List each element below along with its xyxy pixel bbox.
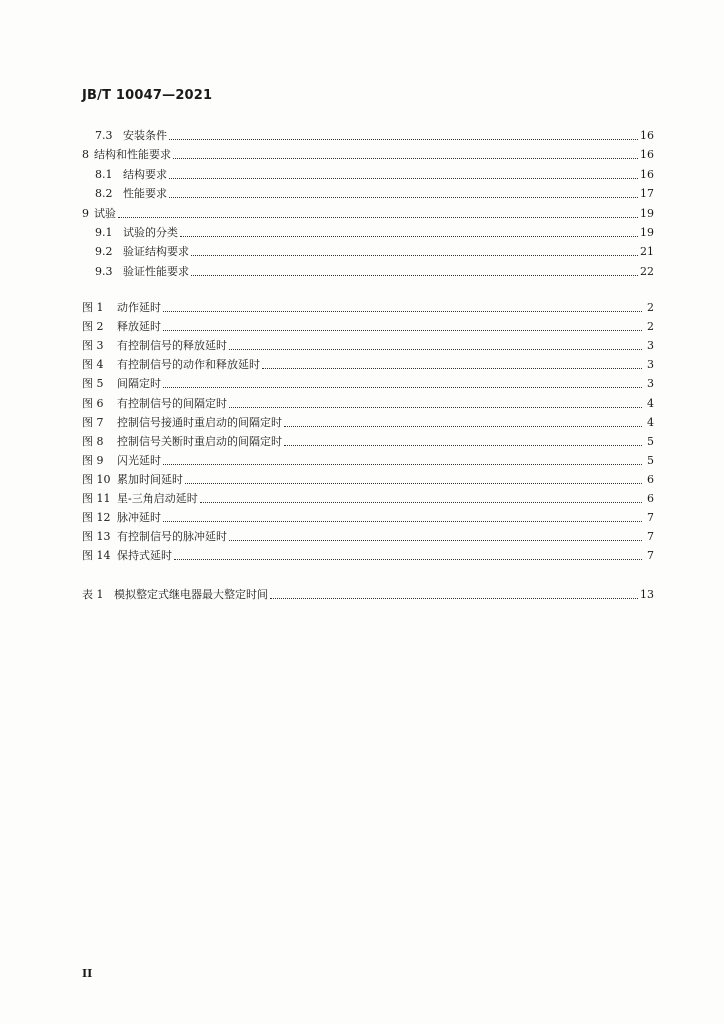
toc-entry-page: 3 [647, 377, 654, 391]
toc-entry[interactable] [82, 393, 654, 411]
toc-entry-number: 9.1 [95, 226, 113, 239]
toc-entry-title: 控制信号接通时重启动的间隔定时 [117, 415, 282, 429]
toc-entry-number: 7.3 [95, 129, 113, 142]
document-header: JB/T 10047—2021 [82, 88, 213, 103]
toc-entry-title: 结构要求 [123, 167, 167, 181]
dot-leader [200, 502, 642, 503]
toc-entry-title: 安装条件 [123, 129, 167, 142]
toc-entry-number: 8.1 [95, 167, 113, 181]
toc-entry-title: 有控制信号的动作和释放延时 [117, 358, 260, 372]
toc-entry-title: 闪光延时 [117, 453, 161, 467]
toc-entry-title: 保持式延时 [117, 549, 172, 563]
toc-entry-number: 图 7 [82, 415, 104, 429]
toc-entry-page: 22 [640, 264, 654, 278]
toc-entry[interactable] [82, 584, 654, 602]
toc-entry[interactable] [95, 125, 654, 143]
dot-leader [262, 368, 642, 369]
toc-entry-title: 动作延时 [117, 301, 161, 314]
toc-entry[interactable] [82, 431, 654, 449]
dot-leader [191, 255, 638, 256]
toc-entry-page: 2 [647, 320, 654, 334]
dot-leader [163, 387, 642, 388]
toc-entry-title: 有控制信号的脉冲延时 [117, 530, 227, 544]
toc-entry[interactable] [82, 545, 654, 563]
toc-entry[interactable] [82, 354, 654, 372]
dot-leader [163, 311, 642, 312]
toc-entry[interactable] [82, 203, 654, 221]
toc-entry[interactable] [82, 488, 654, 506]
dot-leader [163, 521, 642, 522]
toc-entry-page: 3 [647, 358, 654, 372]
dot-leader [229, 540, 642, 541]
toc-entry-page: 13 [640, 588, 654, 601]
toc-entry-page: 16 [640, 167, 654, 181]
toc-entry-title: 有控制信号的间隔定时 [117, 396, 227, 410]
toc-entry-page: 7 [647, 549, 654, 563]
toc-entry-number: 图 13 [82, 530, 111, 544]
page-number: II [82, 967, 93, 980]
toc-entry-page: 4 [647, 415, 654, 429]
toc-entry[interactable] [82, 335, 654, 353]
toc-entry-title: 试验的分类 [123, 226, 178, 239]
toc-entry-number: 图 3 [82, 339, 104, 353]
toc-entry-number: 8.2 [95, 187, 113, 201]
toc-entry-number: 图 8 [82, 434, 104, 448]
toc-entry-number: 图 2 [82, 320, 104, 334]
toc-entry-number: 图 10 [82, 472, 111, 486]
toc-entry-page: 19 [640, 226, 654, 239]
toc-entry-title: 星-三角启动延时 [117, 492, 198, 505]
dot-leader [169, 197, 638, 198]
toc-entry-title: 模拟整定式继电器最大整定时间 [114, 588, 268, 601]
toc-entry-number: 图 6 [82, 396, 104, 410]
toc-entry-number: 9.3 [95, 264, 113, 278]
toc-entry[interactable] [95, 261, 654, 279]
toc-entry-number: 图 9 [82, 453, 104, 467]
toc-entry-number: 图 14 [82, 549, 111, 563]
dot-leader [191, 275, 638, 276]
toc-entry-title: 验证结构要求 [123, 245, 189, 259]
dot-leader [270, 598, 638, 599]
dot-leader [174, 559, 642, 560]
toc-entry[interactable] [82, 316, 654, 334]
toc-entry-title: 间隔定时 [117, 377, 161, 391]
toc-entry-number: 图 1 [82, 301, 104, 314]
toc-entry[interactable] [95, 241, 654, 259]
toc-entry-page: 5 [647, 434, 654, 448]
toc-entry-page: 16 [640, 129, 654, 142]
toc-entry-number: 表 1 [82, 588, 104, 601]
toc-entry-number: 图 11 [82, 492, 111, 505]
toc-entry-page: 7 [647, 530, 654, 544]
toc-entry-number: 图 4 [82, 358, 104, 372]
dot-leader [118, 217, 638, 218]
toc-entry-page: 5 [647, 453, 654, 467]
dot-leader [185, 483, 642, 484]
toc-entry-title: 性能要求 [123, 187, 167, 201]
toc-entry-page: 4 [647, 396, 654, 410]
dot-leader [169, 178, 638, 179]
toc-entry-page: 6 [647, 472, 654, 486]
toc-entry-page: 3 [647, 339, 654, 353]
toc-entry[interactable] [82, 144, 654, 162]
toc-entry-page: 7 [647, 511, 654, 525]
toc-entry[interactable] [82, 507, 654, 525]
dot-leader [284, 426, 642, 427]
toc-entry-page: 21 [640, 245, 654, 259]
toc-entry[interactable] [82, 526, 654, 544]
toc-entry-title: 控制信号关断时重启动的间隔定时 [117, 434, 282, 448]
toc-entry[interactable] [82, 450, 654, 468]
toc-entry[interactable] [82, 297, 654, 315]
toc-entry-page: 17 [640, 187, 654, 201]
dot-leader [169, 139, 638, 140]
dot-leader [173, 158, 638, 159]
toc-entry-number: 图 5 [82, 377, 104, 391]
toc-entry-title: 释放延时 [117, 320, 161, 334]
dot-leader [163, 464, 642, 465]
dot-leader [229, 349, 642, 350]
toc-entry-number: 图 12 [82, 511, 111, 525]
toc-entry[interactable] [95, 222, 654, 240]
dot-leader [163, 330, 642, 331]
dot-leader [180, 236, 638, 237]
toc-entry-page: 2 [647, 301, 654, 314]
toc-entry-page: 19 [640, 206, 654, 220]
toc-entry[interactable] [95, 164, 654, 182]
toc-entry-number: 9 [82, 206, 89, 220]
dot-leader [284, 445, 642, 446]
toc-entry[interactable] [82, 469, 654, 487]
toc-entry-number: 8 [82, 148, 89, 162]
toc-entry[interactable] [95, 183, 654, 201]
toc-entry-title: 验证性能要求 [123, 264, 189, 278]
toc-entry-title: 有控制信号的释放延时 [117, 339, 227, 353]
toc-entry-title: 结构和性能要求 [94, 148, 171, 162]
toc-entry-number: 9.2 [95, 245, 113, 259]
toc-entry-title: 脉冲延时 [117, 511, 161, 525]
toc-entry[interactable] [82, 412, 654, 430]
toc-entry[interactable] [82, 373, 654, 391]
toc-entry-page: 6 [647, 492, 654, 505]
dot-leader [229, 407, 642, 408]
toc-entry-title: 试验 [94, 206, 116, 220]
toc-entry-page: 16 [640, 148, 654, 162]
toc-entry-title: 累加时间延时 [117, 472, 183, 486]
